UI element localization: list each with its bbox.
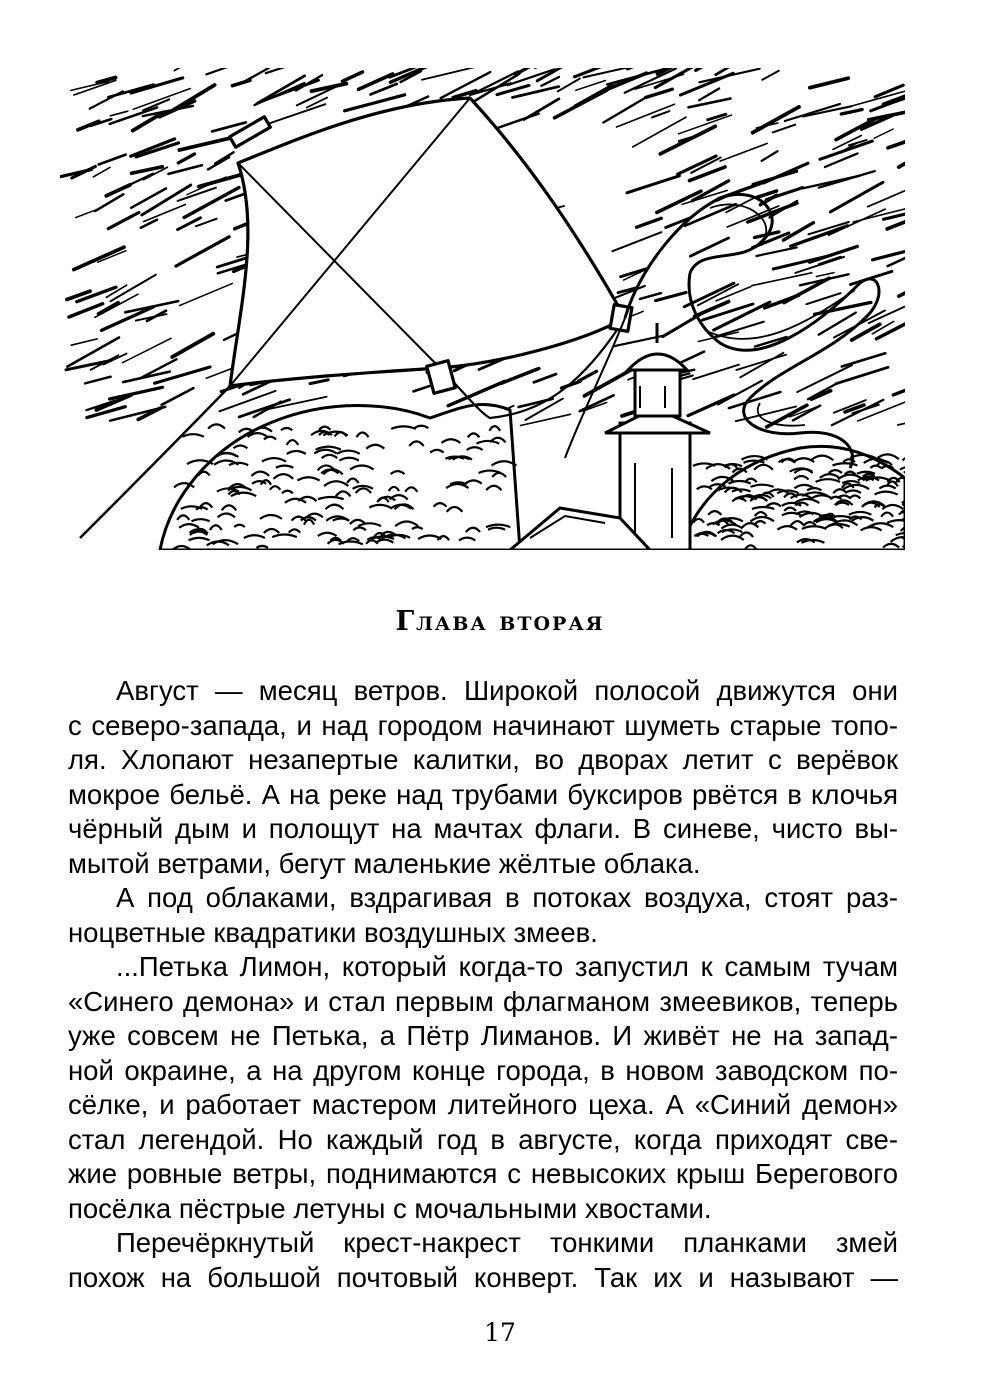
paragraph (68, 674, 898, 881)
paragraph (68, 1226, 898, 1295)
text-line: уже совсем не Петька, а Пётр Лиманов. И живёт не на запад- (68, 1020, 898, 1051)
text-line: чёрный дым и полощут на мачтах флаги. В синеве, чисто вы- (68, 813, 898, 844)
text-line: жие ровные ветры, поднимаются с невысоких крыш Берегового (68, 1158, 898, 1189)
text-line: похож на большой почтовый конверт. Так их и называют — (68, 1261, 898, 1293)
text-line: сёлке, и работает мастером литейного цеха. А «Синий демон» (68, 1089, 898, 1120)
text-line: стал легендой. Но каждый год в августе, когда приходят све- (68, 1123, 898, 1155)
kite-in-wind-illustration (60, 68, 905, 550)
paragraph (68, 881, 898, 950)
text-line: посёлка пёстрые летуны с мочальными хвостами. (68, 1192, 712, 1224)
text-line: Перечёркнутый крест-накрест тонкими планками змей (116, 1227, 898, 1258)
paragraph (68, 950, 898, 1226)
body-text (68, 674, 898, 1295)
text-line: мокрое бельё. А на реке над трубами буксиров рвётся в клочья (68, 778, 898, 810)
text-line: с северо-запада, и над городом начинают шуметь старые топо- (68, 709, 898, 741)
text-line: ...Петька Лимон, который когда-то запустил к самым тучам (116, 951, 898, 982)
page-number: 17 (484, 1318, 516, 1347)
text-line: ноцветные квадратики воздушных змеев. (68, 916, 598, 948)
text-line: ля. Хлопают незапертые калитки, во дворах летит с верёвок (68, 744, 898, 775)
text-line: Август — месяц ветров. Широкой полосой движутся они (116, 675, 898, 706)
chapter-title: Глава вторая (395, 606, 605, 637)
text-line: ной окраине, а на другом конце города, в новом заводском по- (68, 1054, 898, 1086)
text-line: «Синего демона» и стал первым флагманом змеевиков, теперь (68, 985, 898, 1017)
text-line: мытой ветрами, бегут маленькие жёлтые облака. (68, 847, 701, 879)
text-line: А под облаками, вздрагивая в потоках воздуха, стоят раз- (116, 882, 898, 913)
